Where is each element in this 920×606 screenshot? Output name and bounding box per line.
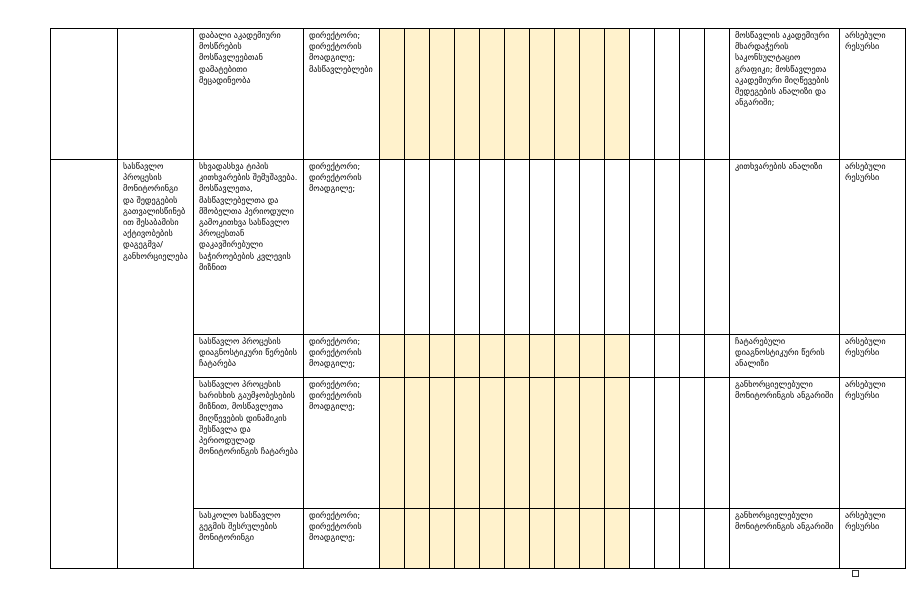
timeline-cell (430, 160, 455, 335)
activity-cell: სასკოლო სასწავლო გეგმის შესრულების მონიტორინგი (194, 509, 304, 569)
timeline-cell (705, 335, 730, 378)
timeline-cell (605, 160, 630, 335)
timeline-cell (680, 29, 705, 160)
timeline-cell (530, 378, 555, 509)
timeline-cell (380, 378, 405, 509)
timeline-cell (705, 378, 730, 509)
activity-cell: სასწავლო პროცესის ხარისხის გაუმჯობესების მიზნით, მოსწავლეთა მიღწევების დინამიკის შესწავლა და პერიოდულად მონიტორინგის ჩატარება (194, 378, 304, 509)
timeline-cell (655, 29, 680, 160)
timeline-cell (530, 335, 555, 378)
timeline-cell (380, 509, 405, 569)
timeline-cell (580, 160, 605, 335)
table-resize-handle[interactable] (852, 570, 859, 577)
timeline-cell (605, 29, 630, 160)
timeline-cell (530, 509, 555, 569)
timeline-cell (430, 509, 455, 569)
resource-cell: არსებული რესურსი (840, 160, 906, 335)
timeline-cell (555, 509, 580, 569)
resource-cell: არსებული რესურსი (840, 509, 906, 569)
timeline-cell (480, 29, 505, 160)
indicator-cell: განხორციელებული მონიტორინგის ანგარიში (730, 509, 840, 569)
timeline-cell (580, 29, 605, 160)
timeline-cell (505, 29, 530, 160)
timeline-cell (405, 378, 430, 509)
timeline-cell (655, 378, 680, 509)
table-row (51, 160, 906, 335)
task-cell: სასწავლო პროცესის მონიტორინგი და შედეგების გათვალისწინებით შესაბამისი აქტივობების დაგეგმვა/ განხორციელება (118, 160, 194, 569)
timeline-cell (455, 335, 480, 378)
responsible-cell: დირექტორი; დირექტორის მოადგილე; მასწავლებლები (304, 29, 380, 160)
responsible-cell: დირექტორი; დირექტორის მოადგილე; (304, 509, 380, 569)
activity-cell: სასწავლო პროცესის დიაგნოსტიკური წერების ჩატარება (194, 335, 304, 378)
timeline-cell (680, 378, 705, 509)
timeline-cell (505, 509, 530, 569)
timeline-cell (555, 160, 580, 335)
timeline-cell (455, 378, 480, 509)
timeline-cell (430, 29, 455, 160)
timeline-cell (580, 335, 605, 378)
timeline-cell (680, 335, 705, 378)
responsible-cell: დირექტორი; დირექტორის მოადგილე; (304, 335, 380, 378)
timeline-cell (630, 378, 655, 509)
timeline-cell (405, 335, 430, 378)
empty-cell (118, 29, 194, 160)
responsible-cell: დირექტორი; დირექტორის მოადგილე; (304, 160, 380, 335)
timeline-cell (455, 509, 480, 569)
timeline-cell (630, 29, 655, 160)
timeline-cell (580, 509, 605, 569)
timeline-cell (605, 378, 630, 509)
timeline-cell (405, 29, 430, 160)
empty-cell (51, 29, 118, 160)
resource-cell: არსებული რესურსი (840, 335, 906, 378)
timeline-cell (480, 335, 505, 378)
timeline-cell (480, 378, 505, 509)
resource-cell: არსებული რესურსი (840, 29, 906, 160)
timeline-cell (505, 378, 530, 509)
timeline-cell (655, 335, 680, 378)
timeline-cell (455, 160, 480, 335)
timeline-cell (705, 160, 730, 335)
indicator-cell: ჩატარებული დიაგნოსტიკური წერის ანალიზი (730, 335, 840, 378)
timeline-cell (555, 335, 580, 378)
timeline-cell (605, 335, 630, 378)
table-row (51, 29, 906, 160)
resource-cell: არსებული რესურსი (840, 378, 906, 509)
timeline-cell (555, 29, 580, 160)
timeline-cell (630, 509, 655, 569)
indicator-cell: მოსწავლის აკადემიური მხარდაჭერის საკონსულტაციო გრაფიკი; მოსწავლეთა აკადემიური მიღწევების შედეგების ანალიზი და ანგარიში; (730, 29, 840, 160)
timeline-cell (530, 29, 555, 160)
timeline-cell (455, 29, 480, 160)
timeline-cell (705, 509, 730, 569)
timeline-cell (705, 29, 730, 160)
timeline-cell (430, 378, 455, 509)
timeline-cell (580, 378, 605, 509)
empty-cell (51, 160, 118, 569)
timeline-cell (555, 378, 580, 509)
timeline-cell (405, 160, 430, 335)
activity-cell: დაბალი აკადემიური მოსწრების მოსწავლეებთან დამატებითი მეცადინეობა (194, 29, 304, 160)
indicator-cell: კითხვარების ანალიზი (730, 160, 840, 335)
timeline-cell (655, 509, 680, 569)
timeline-cell (530, 160, 555, 335)
timeline-cell (505, 160, 530, 335)
action-plan-table (50, 28, 906, 569)
timeline-cell (480, 160, 505, 335)
timeline-cell (655, 160, 680, 335)
activity-cell: სხვადასხვა ტიპის კითხვარების შემუშავება. მოსწავლეთა, მასწავლებელთა და მშობელთა პერიოდული გამოკითხვა სასწავლო პროცესთან დაკავშირებული საჭიროებების კვლევის მიზნით (194, 160, 304, 335)
responsible-cell: დირექტორი; დირექტორის მოადგილე; (304, 378, 380, 509)
timeline-cell (430, 335, 455, 378)
timeline-cell (380, 335, 405, 378)
timeline-cell (605, 509, 630, 569)
timeline-cell (480, 509, 505, 569)
timeline-cell (505, 335, 530, 378)
timeline-cell (405, 509, 430, 569)
timeline-cell (380, 29, 405, 160)
indicator-cell: განხორციელებული მონიტორინგის ანგარიში (730, 378, 840, 509)
timeline-cell (630, 335, 655, 378)
timeline-cell (380, 160, 405, 335)
timeline-cell (680, 160, 705, 335)
timeline-cell (630, 160, 655, 335)
timeline-cell (680, 509, 705, 569)
